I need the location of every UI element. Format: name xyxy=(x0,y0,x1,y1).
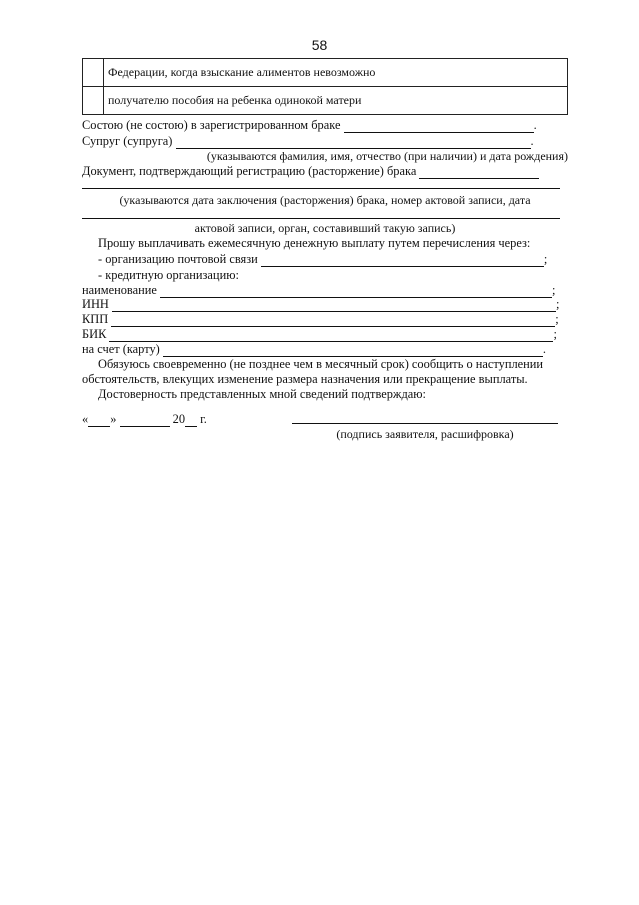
bik-field[interactable] xyxy=(109,330,553,342)
date-field xyxy=(82,412,232,426)
marriage-doc-field[interactable] xyxy=(419,167,539,179)
punct: . xyxy=(530,134,534,148)
confirm-text: Достоверность представленных мной сведений подтверждаю: xyxy=(98,387,426,401)
credit-label: - кредитную организацию: xyxy=(98,268,239,282)
account-label: на счет (карту) xyxy=(82,342,160,356)
year-field[interactable] xyxy=(185,415,197,427)
table-cell-text: Федерации, когда взыскание алиментов невозможно xyxy=(104,59,568,87)
payment-request: Прошу выплачивать ежемесячную денежную выплату путем перечисления через: xyxy=(98,236,531,250)
marriage-doc-field-line[interactable] xyxy=(82,188,560,189)
punct: ; xyxy=(553,327,557,341)
bik-line xyxy=(82,327,568,341)
inn-field[interactable] xyxy=(112,300,556,312)
punct: ; xyxy=(552,283,556,297)
postal-label: - организацию почтовой связи xyxy=(98,252,258,266)
bik-label: БИК xyxy=(82,327,107,341)
marriage-doc-line xyxy=(82,164,568,178)
inn-label: ИНН xyxy=(82,297,109,311)
postal-line xyxy=(82,252,584,266)
marriage-doc-field-line-2[interactable] xyxy=(82,218,560,219)
marriage-doc-hint-2: актовой записи, орган, составивший такую запись) xyxy=(194,221,456,235)
punct: ; xyxy=(555,297,560,311)
table-row xyxy=(83,59,568,87)
punct: . xyxy=(533,118,537,132)
account-field[interactable] xyxy=(163,345,543,357)
marital-status-label: Состою (не состою) в зарегистрированном браке xyxy=(82,118,341,132)
table-cell-empty xyxy=(83,87,104,115)
inn-line xyxy=(82,297,568,311)
bank-name-label: наименование xyxy=(82,283,157,297)
signature-field[interactable] xyxy=(292,423,558,424)
form-table xyxy=(82,58,568,115)
quote-close: » xyxy=(110,412,117,426)
punct: . xyxy=(542,342,547,356)
marital-status-field[interactable] xyxy=(344,121,534,133)
month-field[interactable] xyxy=(120,415,170,427)
spouse-hint: (указываются фамилия, имя, отчество (при наличии) и дата рождения) xyxy=(206,149,568,163)
table-cell-text: получателю пособия на ребенка одинокой матери xyxy=(104,87,568,115)
obligation-line-2: обстоятельств, влекущих изменение размера назначения или прекращение выплаты. xyxy=(82,372,528,386)
day-field[interactable] xyxy=(88,415,110,427)
kpp-field[interactable] xyxy=(111,315,555,327)
obligation-line-1: Обязуюсь своевременно (не позднее чем в месячный срок) сообщить о наступлении xyxy=(98,357,544,371)
bank-name-line xyxy=(82,283,568,297)
kpp-line xyxy=(82,312,568,326)
marital-status-line xyxy=(82,118,568,132)
table-cell-empty xyxy=(83,59,104,87)
punct: ; xyxy=(543,252,548,266)
spouse-field[interactable] xyxy=(176,137,531,149)
spouse-label: Супруг (супруга) xyxy=(82,134,173,148)
page-number: 58 xyxy=(311,37,328,53)
spouse-line xyxy=(82,134,568,148)
table-row xyxy=(83,87,568,115)
signature-caption: (подпись заявителя, расшифровка) xyxy=(336,427,514,441)
year-prefix: 20 xyxy=(172,412,186,426)
year-suffix: г. xyxy=(200,412,207,426)
marriage-doc-label: Документ, подтверждающий регистрацию (расторжение) брака xyxy=(82,164,417,178)
marriage-doc-hint-1: (указываются дата заключения (расторжения) брака, номер актовой записи, дата xyxy=(119,193,531,207)
kpp-label: КПП xyxy=(82,312,109,326)
punct: ; xyxy=(555,312,559,326)
account-line xyxy=(82,342,568,356)
quote-open: « xyxy=(82,412,89,426)
postal-field[interactable] xyxy=(261,255,544,267)
